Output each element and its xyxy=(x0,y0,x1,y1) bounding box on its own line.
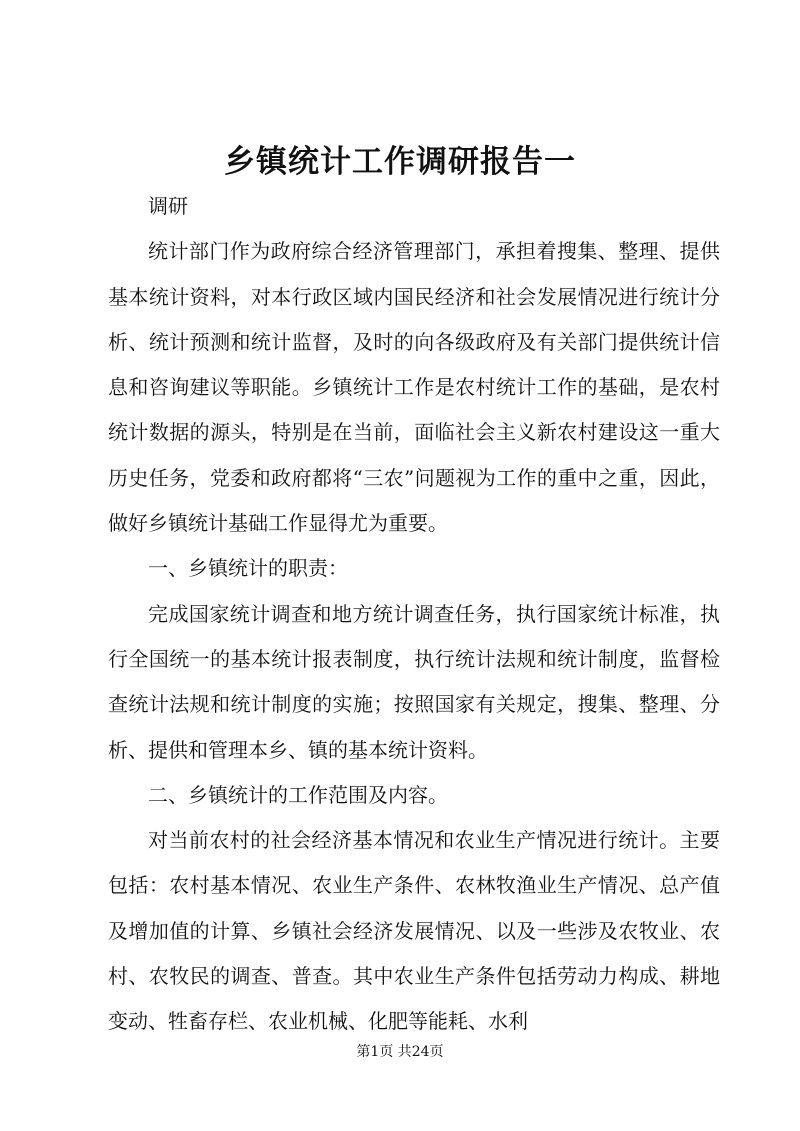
section-heading-duties: 一、乡镇统计的职责： xyxy=(148,556,348,581)
paragraph-duties: 完成国家统计调查和地方统计调查任务，执行国家统计标准，执行全国统一的基本统计报表制度，执行统计法规和统计制度，监督检查统计法规和统计制度的实施；按照国家有关规定，搜集、整理、分析、提供和管理本乡、镇的基本统计资料。 xyxy=(108,601,720,762)
document-body xyxy=(108,184,720,1045)
document-title: 乡镇统计工作调研报告一 xyxy=(224,144,576,180)
paragraph-scope: 对当前农村的社会经济基本情况和农业生产情况进行统计。主要包括：农村基本情况、农业生产条件、农林牧渔业生产情况、总产值及增加值的计算、乡镇社会经济发展情况、以及一些涉及农牧业、农村、农牧民的调查、普查。其中农业生产条件包括劳动力构成、耕地变动、牲畜存栏、农业机械、化肥等能耗、水利 xyxy=(108,828,720,1034)
page-footer: 第1页 共24页 xyxy=(356,1044,444,1060)
paragraph-label: 调研 xyxy=(148,194,188,218)
section-heading-scope: 二、乡镇统计的工作范围及内容。 xyxy=(148,782,448,807)
paragraph-intro: 统计部门作为政府综合经济管理部门，承担着搜集、整理、提供基本统计资料，对本行政区域内国民经济和社会发展情况进行统计分析、统计预测和统计监督，及时的向各级政府及有关部门提供统计信息和咨询建议等职能。乡镇统计工作是农村统计工作的基础，是农村统计数据的源头，特别是在当前，面临社会主义新农村建设这一重大历史任务，党委和政府都将“三农”问题视为工作的重中之重，因此，做好乡镇统计基础工作显得尤为重要。 xyxy=(108,239,720,536)
